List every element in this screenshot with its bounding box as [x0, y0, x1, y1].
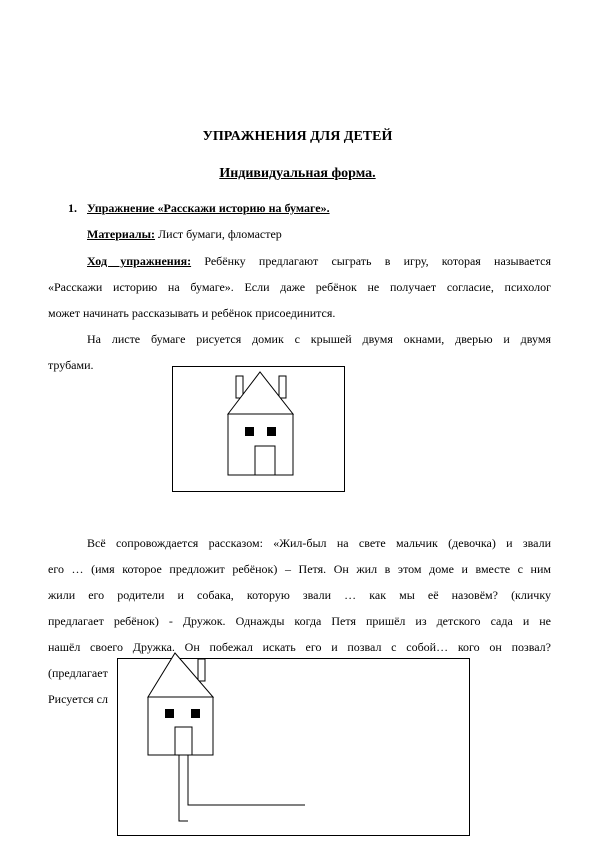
house-window-left: [245, 427, 254, 436]
story-line-5: нашёл своего Дружка. Он побежал искать его и позвал с собой… кого он позвал?: [48, 640, 551, 654]
house-window-left: [165, 709, 174, 718]
house-illustration: [173, 367, 346, 493]
procedure-label: Ход упражнения:: [87, 254, 192, 268]
drawing-line-2: трубами.: [48, 358, 94, 372]
story-line-2: его … (имя которое предложит ребёнок) – Петя. Он жил в этом доме и вместе с ним: [48, 562, 551, 576]
path-left-line: [179, 755, 188, 821]
exercise-number: 1.: [68, 201, 77, 215]
story-line-3: жили его родители и собака, которую звали … как мы её назовём? (кличку: [48, 588, 551, 602]
chimney-right: [279, 376, 286, 398]
house-path-drawing-frame: [117, 658, 470, 836]
path-right-line: [188, 755, 305, 805]
house-window-right: [267, 427, 276, 436]
section-subtitle: Индивидуальная форма.: [219, 166, 376, 181]
story-line-7: Рисуется сл: [48, 692, 108, 706]
exercise-heading: Упражнение «Расскажи историю на бумаге».: [87, 201, 330, 215]
house-roof: [228, 372, 293, 414]
drawing-line-1: На листе бумаге рисуется домик с крышей двумя окнами, дверью и двумя: [87, 332, 551, 346]
procedure-line-2: «Расскажи историю на бумаге». Если даже ребёнок не получает согласие, психолог: [48, 280, 551, 294]
story-line-4: предлагает ребёнок) - Дружок. Однажды когда Петя пришёл из детского сада и не: [48, 614, 551, 628]
house-window-right: [191, 709, 200, 718]
house-walls: [228, 414, 293, 475]
house-walls: [148, 697, 213, 755]
materials-text: Лист бумаги, фломастер: [155, 227, 282, 241]
procedure-line-3: может начинать рассказывать и ребёнок присоединится.: [48, 306, 336, 320]
house-drawing-frame: [172, 366, 345, 492]
house-roof: [148, 653, 213, 697]
house-path-illustration: [118, 659, 471, 837]
materials-line: [87, 227, 282, 241]
story-line-1: Всё сопровождается рассказом: «Жил-был на свете мальчик (девочка) и звали: [87, 536, 551, 550]
chimney-right: [198, 659, 205, 681]
procedure-line-1: [87, 254, 551, 268]
procedure-text-1: Ребёнку предлагают сыграть в игру, которая называется: [191, 254, 551, 268]
page-title: УПРАЖНЕНИЯ ДЛЯ ДЕТЕЙ: [202, 129, 393, 144]
chimney-left: [236, 376, 243, 398]
materials-label: Материалы:: [87, 227, 156, 241]
story-line-6: (предлагает: [48, 666, 108, 680]
